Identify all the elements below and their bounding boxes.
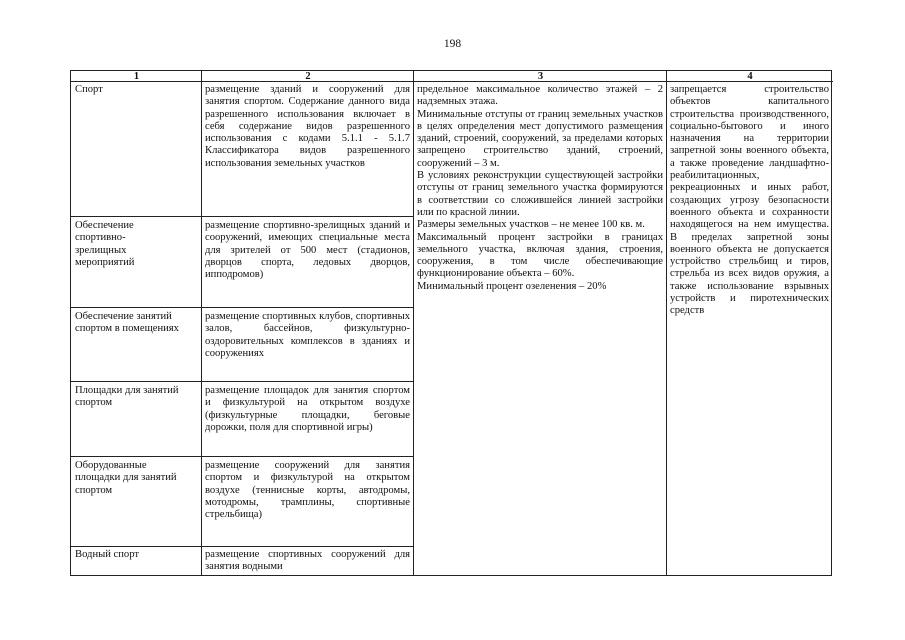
row-divider [71,381,414,382]
parameter-paragraph: Минимальный процент озеленения – 20% [417,280,607,292]
row-divider [71,216,414,217]
parameter-paragraph: предельное максимальное количество этажей – 2 надземных этажа. [417,84,663,108]
table-row-description: размещение спортивных клубов, спортивных залов, бассейнов, физкультурно-оздоровительных комплексов в зданиях и сооружениях [205,311,410,359]
table-row-description: размещение площадок для занятия спортом и физкультурой на открытом воздухе (физкультурные площадки, беговые дорожки, поля для спортивной игры) [205,385,410,433]
table-row-description: размещение спортивных сооружений для занятия водными [205,549,410,573]
table-row-description: размещение спортивно-зрелищных зданий и сооружений, имеющих специальные места для зрителей от 500 мест (стадионов, дворцов спорта, ледовых дворцов, ипподромов) [205,220,410,281]
parameters-cell [414,84,666,293]
parameter-paragraph: Максимальный процент застройки в границах земельного участка, включая здания, строения, сооружения, в том числе обеспечивающие функционирование объекта – 60%. [417,231,663,280]
header-cell-4: 4 [667,71,833,82]
row-divider [71,456,414,457]
restrictions-cell: запрещается строительство объектов капитального строительства производственного, социально-бытового и иного назначения на территории запретной зоны военного объекта, а также проведение ландшафтно-реабилитационных, рекреационных и иных работ, создающих угрозу безопасности военного объекта и сохранности находящегося на нем имущества. В пределах запретной зоны военного объекта не допускается устройство стрельбищ и тиров, стрельба из всех видов оружия, а также использование взрывных устройств и пиротехнических средств [670,84,829,317]
zoning-table [70,70,832,576]
table-row-name: Обеспечение занятий спортом в помещениях [75,311,179,335]
parameter-paragraph: В условиях реконструкции существующей застройки отступы от границ земельного участка формируются в соответствии со сложившейся линией застройки или по красной линии. [417,170,663,218]
parameter-paragraph: Минимальные отступы от границ земельных участков в целях определения мест допустимого размещения зданий, строений, сооружений, за пределами которых запрещено строительство зданий, строений, сооружений – 3 м. [417,108,663,169]
table-row-name: Оборудованные площадки для занятий спортом [75,460,177,496]
header-cell-3: 3 [414,71,667,82]
table-row-description: размещение зданий и сооружений для занятия спортом. Содержание данного вида разрешенного использования включает в себя содержание видов разрешенного использования с кодами 5.1.1 - 5.1.7 Классификатора видов разрешенного использования земельных участков [205,84,410,169]
row-divider [71,546,414,547]
table-row-name: Площадки для занятий спортом [75,385,179,409]
header-cell-2: 2 [202,71,414,82]
header-cell-1: 1 [71,71,202,82]
table-row-name: Спорт [75,84,103,95]
table-row-name: Водный спорт [75,549,140,560]
parameter-paragraph: Размеры земельных участков – не менее 100 кв. м. [417,219,645,231]
row-divider [71,307,414,308]
table-row-name: Обеспечение спортивно-зрелищных мероприятий [75,220,135,268]
page-number: 198 [443,38,462,50]
table-row-description: размещение сооружений для занятия спортом и физкультурой на открытом воздухе (теннисные корты, автодромы, мотодромы, трамплины, спортивные стрельбища) [205,460,410,521]
